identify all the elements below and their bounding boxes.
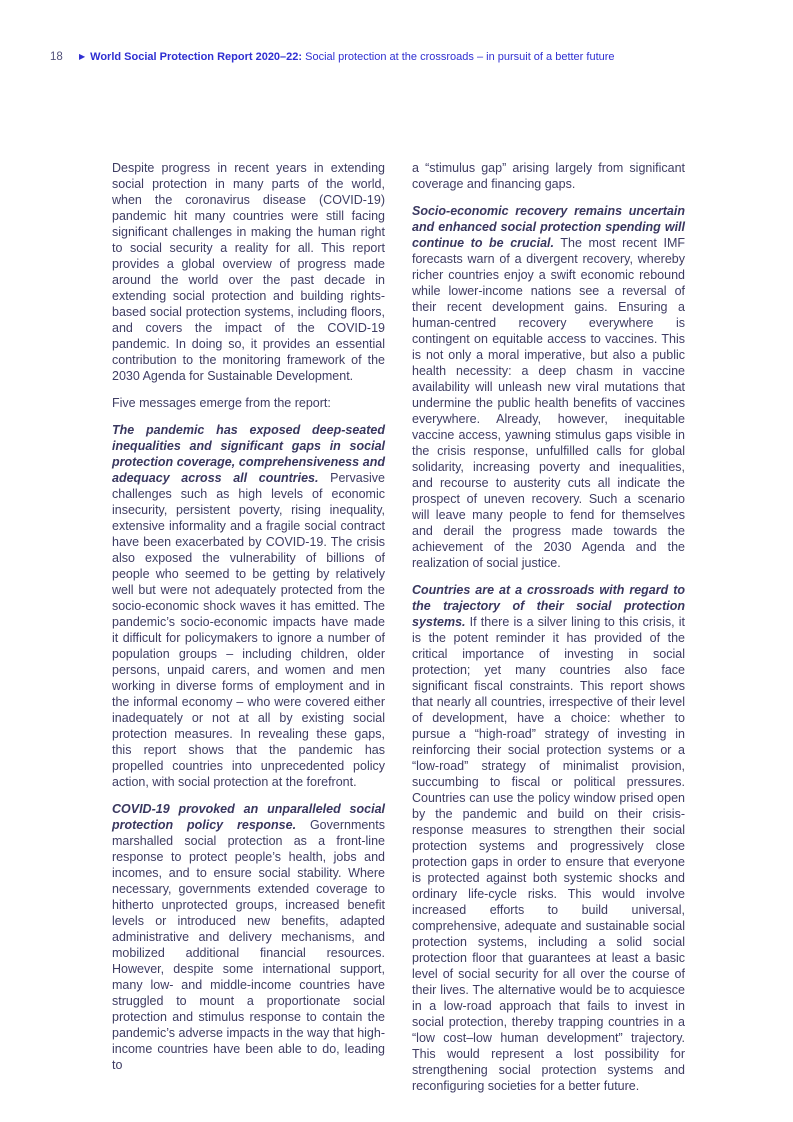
- paragraph-continuation: [412, 160, 685, 192]
- report-subtitle: Social protection at the crossroads – in pursuit of a better future: [302, 51, 615, 63]
- paragraph-text: Pervasive challenges such as high levels of economic insecurity, persistent poverty, rising inequality, extensive informality and a fragile social contract have been exacerbated by COVID-19. The crisis also exposed the vulnerability of billions of people who seemed to be getting by relatively well but were not adequately protected from the socio-economic shock waves it has emitted. The pandemic’s socio-economic impacts have made it difficult for policymakers to ignore a number of population groups – including children, older persons, unpaid carers, and women and men working in diverse forms of employment and in the informal economy – who were covered either inadequately or not at all by existing social protection measures. In revealing these gaps, this report shows that the pandemic has propelled countries into unprecedented policy action, with social protection at the forefront.: [112, 471, 385, 789]
- paragraph-text: The most recent IMF forecasts warn of a divergent recovery, whereby richer countries enjoy a swift economic rebound while lower-income nations see a reversal of their recent development gains. Ensuring a human-centred recovery everywhere is contingent on equitable access to vaccines. This is not only a moral imperative, but also a public health necessity: a deep chasm in vaccine availability will unleash new viral mutations that undermine the public health benefits of vaccines everywhere. Already, however, inequitable vaccine access, yawning stimulus gaps visible in the crisis response, unfulfilled calls for global solidarity, increasing poverty and inequalities, and recourse to austerity cuts all indicate the prospect of uneven recovery. Such a scenario will leave many people to fend for themselves and derail the progress made towards the achievement of the 2030 Agenda and the realization of social justice.: [412, 236, 685, 570]
- triangle-bullet-icon: ▶: [79, 52, 86, 61]
- paragraph-message-1: [112, 422, 385, 790]
- paragraph-text: If there is a silver lining to this crisis, it is the potent reminder it has provided of the critical importance of investing in social protection; yet many countries also face significant fiscal constraints. This report shows that nearly all countries, irrespective of their level of development, have a choice: whether to pursue a “high-road” strategy of investing in reinforcing their social protection systems or a “low-road” strategy of minimalist provision, succumbing to fiscal or political pressures. Countries can use the policy window prised open by the pandemic and build on their crisis-response measures to strengthen their social protection systems and progressively close protection gaps in order to ensure that everyone is protected against both systemic shocks and ordinary life-cycle risks. This would involve increased efforts to build universal, comprehensive, adequate and sustainable social protection systems, including a solid social protection floor that guarantees at least a basic level of social security for all over the course of their lives. The alternative would be to acquiesce in a low-road approach that fails to invest in social protection, thereby trapping countries in a “low cost–low human development” trajectory. This would represent a lost possibility for strengthening social protection systems and reconfiguring societies for a better future.: [412, 615, 685, 1093]
- paragraph-text: Despite progress in recent years in extending social protection in many parts of the world, when the coronavirus disease (COVID-19) pandemic hit many countries were still facing significant challenges in making the human right to social security a reality for all. This report provides a global overview of progress made around the world over the past decade in extending social protection and building rights-based social protection systems, including floors, and covers the impact of the COVID-19 pandemic. In doing so, it provides an essential contribution to the monitoring framework of the 2030 Agenda for Sustainable Development.: [112, 161, 385, 383]
- paragraph-message-3: [412, 203, 685, 571]
- left-column: [112, 160, 385, 1105]
- right-column: [412, 160, 685, 1105]
- paragraph-text: Governments marshalled social protection as a front-line response to protect people’s health, jobs and incomes, and to ensure social stability. Where necessary, governments extended coverage to hitherto unprotected groups, increased benefit levels or introduced new benefits, adapted administrative and delivery mechanisms, and mobilized additional financial resources. However, despite some international support, many low- and middle-income countries have struggled to mount a proportionate social protection and stimulus response to contain the pandemic’s adverse impacts in the way that high-income countries have been able to do, leading to: [112, 818, 385, 1072]
- paragraph-lead: Socio-economic recovery remains uncertain and enhanced social protection spending will continue to be crucial.: [412, 204, 685, 250]
- paragraph-text: a “stimulus gap” arising largely from significant coverage and financing gaps.: [412, 161, 685, 191]
- header-title: [90, 51, 614, 63]
- paragraph-intro: [112, 160, 385, 384]
- running-header: [50, 51, 615, 63]
- paragraph-text: Five messages emerge from the report:: [112, 396, 331, 410]
- paragraph-message-2: [112, 801, 385, 1073]
- report-title-bold: World Social Protection Report 2020–22:: [90, 51, 303, 63]
- paragraph-lead: The pandemic has exposed deep-seated inequalities and significant gaps in social protection coverage, comprehensiveness and adequacy across all countries.: [112, 423, 385, 485]
- paragraph-lead: Countries are at a crossroads with regard to the trajectory of their social protection systems.: [412, 583, 685, 629]
- paragraph-five-messages: [112, 395, 385, 411]
- paragraph-message-4: [412, 582, 685, 1094]
- page-number: 18: [50, 51, 63, 63]
- two-column-text-block: [112, 160, 685, 1105]
- paragraph-lead: COVID-19 provoked an unparalleled social protection policy response.: [112, 802, 385, 832]
